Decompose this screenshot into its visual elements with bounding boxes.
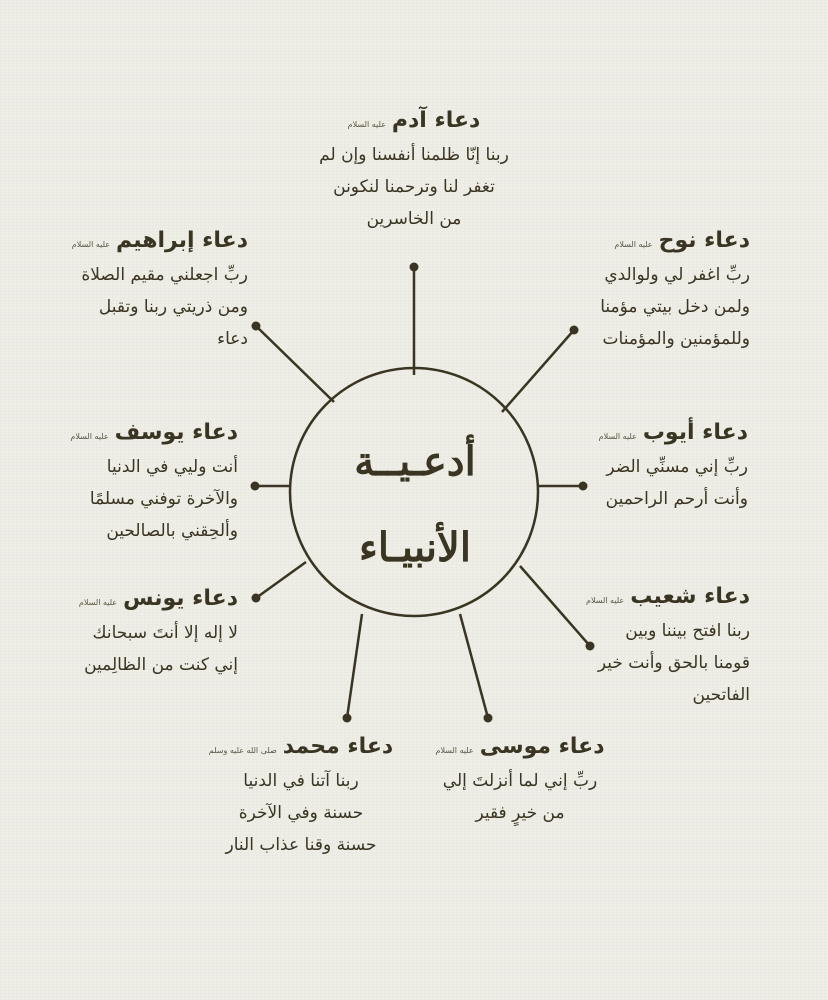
connector-shuayb — [520, 566, 590, 646]
connector-muhammad — [347, 614, 362, 718]
supplication-ayyub-line: وأنت أرحم الراحمين — [605, 489, 748, 509]
supplication-adam — [294, 108, 534, 235]
supplication-shuayb-title: دعاء شعيب — [630, 584, 750, 609]
supplication-adam-line: ربنا إنّا ظلمنا أنفسنا وإن لم — [319, 145, 509, 165]
supplication-shuayb — [586, 584, 750, 711]
supplication-yusuf-title: دعاء يوسف — [114, 420, 238, 445]
supplication-muhammad-line: ربنا آتنا في الدنيا — [243, 771, 359, 791]
supplication-nuh-title: دعاء نوح — [658, 228, 750, 253]
supplication-ibrahim — [72, 228, 248, 355]
supplication-muhammad-title: دعاء محمد — [282, 734, 394, 759]
supplication-ibrahim-honorific: عليه السلام — [71, 240, 110, 249]
supplication-muhammad-line: حسنة وقنا عذاب النار — [225, 835, 377, 855]
connector-dot-adam — [410, 263, 419, 272]
connector-dot-musa — [484, 714, 493, 723]
supplication-musa-line: من خيرٍ فقير — [475, 803, 565, 823]
supplication-yusuf-line: وألحِقني بالصالحين — [106, 521, 238, 541]
supplication-ayyub-line: ربِّ إني مسنِّي الضر — [606, 457, 748, 477]
supplication-musa-honorific: عليه السلام — [435, 746, 474, 755]
supplication-nuh — [600, 228, 750, 355]
supplication-yusuf-line: أنت وليي في الدنيا — [106, 457, 238, 477]
supplication-musa-title: دعاء موسى — [479, 734, 605, 759]
supplication-yunus-line: إني كنت من الظالِمين — [84, 655, 238, 675]
supplication-adam-honorific: عليه السلام — [347, 120, 386, 129]
supplication-adam-line: تغفر لنا وترحمنا لنكونن — [333, 177, 495, 197]
supplication-ibrahim-line: دعاء — [217, 329, 248, 349]
center-circle — [290, 368, 538, 616]
supplication-ayyub-honorific: عليه السلام — [598, 432, 637, 441]
connector-musa — [460, 614, 488, 718]
connector-dot-ibrahim — [252, 322, 261, 331]
supplication-yusuf — [70, 420, 238, 547]
supplication-ayyub-title: دعاء أيوب — [642, 420, 748, 445]
connector-dot-yusuf — [251, 482, 260, 491]
supplication-ayyub — [599, 420, 748, 515]
supplication-adam-line: من الخاسرين — [366, 209, 462, 229]
connector-dot-yunus — [252, 594, 261, 603]
supplication-adam-title: دعاء آدم — [391, 108, 481, 133]
supplication-nuh-line: ربِّ اغفر لي ولوالدي — [604, 265, 750, 285]
center-title-line2: الأنبيـاء — [359, 524, 471, 571]
supplication-nuh-honorific: عليه السلام — [614, 240, 653, 249]
supplication-ibrahim-line: ومن ذريتي ربنا وتقبل — [98, 297, 248, 317]
supplication-muhammad-honorific: صلى الله عليه وسلم — [208, 746, 277, 755]
supplication-yunus-line: لا إله إلا أنتَ سبحانك — [92, 623, 238, 643]
supplication-ibrahim-title: دعاء إبراهيم — [116, 228, 248, 253]
supplication-yusuf-line: والآخرة توفني مسلمًا — [89, 489, 238, 509]
supplication-yunus-title: دعاء يونس — [123, 586, 238, 611]
supplication-shuayb-line: الفاتحين — [692, 685, 750, 705]
supplication-yusuf-honorific: عليه السلام — [70, 432, 109, 441]
connector-dot-muhammad — [343, 714, 352, 723]
supplication-shuayb-line: ربنا افتح بيننا وبين — [625, 621, 750, 641]
connector-nuh — [502, 330, 574, 412]
supplication-ibrahim-line: ربِّ اجعلني مقيم الصلاة — [81, 265, 248, 285]
connector-dot-nuh — [570, 326, 579, 335]
supplication-yunus — [79, 586, 238, 681]
supplication-yunus-honorific: عليه السلام — [78, 598, 118, 607]
supplication-muhammad-line: حسنة وفي الآخرة — [238, 803, 364, 823]
center-title-line1: أدعـيــة — [354, 438, 476, 485]
connector-dot-ayyub — [579, 482, 588, 491]
supplication-shuayb-line: قومنا بالحق وأنت خير — [597, 653, 750, 673]
supplication-shuayb-honorific: عليه السلام — [585, 596, 625, 605]
supplication-nuh-line: وللمؤمنين والمؤمنات — [602, 329, 750, 349]
supplication-musa — [420, 734, 620, 829]
connector-ibrahim — [256, 326, 334, 402]
supplication-nuh-line: ولمن دخل بيتي مؤمنا — [600, 297, 750, 317]
supplication-musa-line: ربِّ إني لما أنزلتَ إلي — [442, 771, 598, 791]
supplication-muhammad — [190, 734, 412, 861]
connector-yunus — [256, 562, 306, 598]
